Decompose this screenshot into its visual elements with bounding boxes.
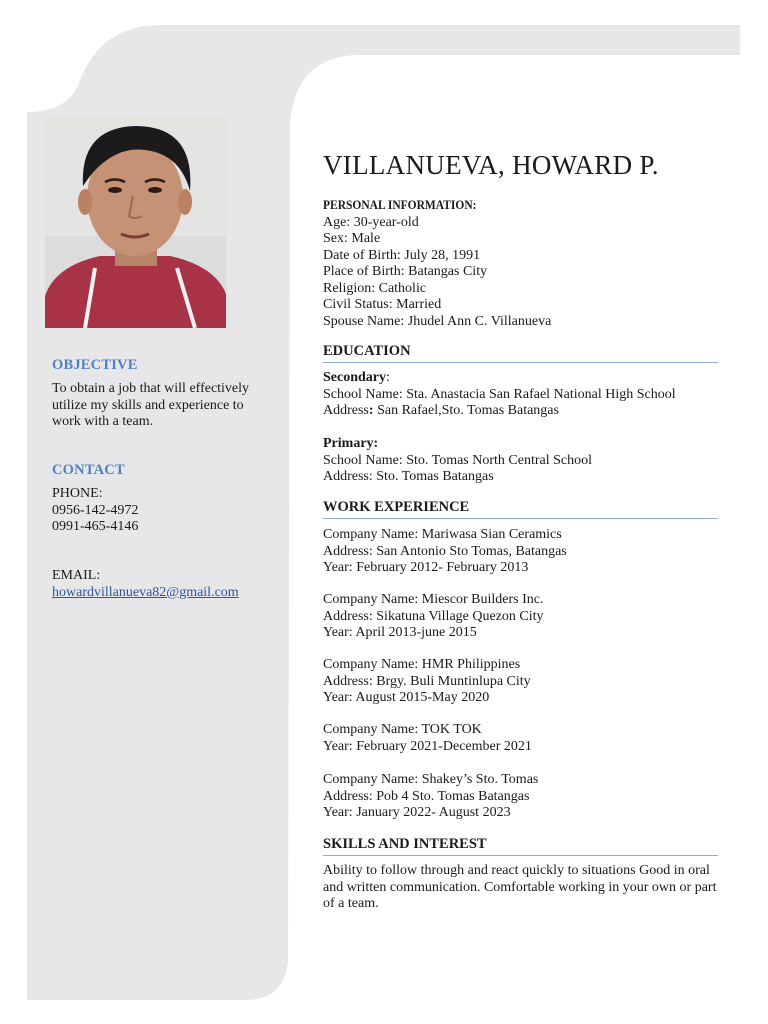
phone-label: PHONE: <box>52 486 103 501</box>
job-company: Company Name: TOK TOK <box>323 722 482 737</box>
work-job <box>323 722 718 755</box>
personal-line: Religion: Catholic <box>323 280 427 296</box>
work-job <box>323 527 718 577</box>
secondary-address-label: Address <box>323 403 369 418</box>
candidate-name: VILLANUEVA, HOWARD P. <box>323 150 659 180</box>
primary-label: Primary: <box>323 436 379 451</box>
primary-address: Address: Sto. Tomas Batangas <box>323 469 494 484</box>
contact-email <box>52 568 267 601</box>
job-address: Address: Brgy. Buli Muntinlupa City <box>323 673 531 689</box>
work-heading: WORK EXPERIENCE <box>323 499 718 519</box>
primary-school: School Name: Sto. Tomas North Central School <box>323 452 593 468</box>
email-link[interactable]: howardvillanueva82@gmail.com <box>52 584 239 600</box>
job-year: Year: April 2013-june 2015 <box>323 625 477 640</box>
work-job <box>323 592 718 642</box>
skills-heading: SKILLS AND INTEREST <box>323 836 718 856</box>
education-heading: EDUCATION <box>323 343 718 363</box>
job-company: Company Name: Miescor Builders Inc. <box>323 592 544 607</box>
personal-line: Sex: Male <box>323 231 381 246</box>
secondary-label: Secondary <box>323 370 386 385</box>
email-label: EMAIL: <box>52 568 101 583</box>
objective-line: To obtain a job that will effectively <box>52 381 250 396</box>
job-year: Year: February 2021-December 2021 <box>323 738 532 754</box>
job-year: Year: August 2015-May 2020 <box>323 690 490 705</box>
personal-info <box>323 197 718 330</box>
phone-number: 0956-142-4972 <box>52 502 139 518</box>
personal-line: Age: 30-year-old <box>323 214 419 230</box>
objective-line: work with a team. <box>52 414 154 430</box>
objective-line: utilize my skills and experience to <box>52 397 244 413</box>
job-year: Year: January 2022- August 2023 <box>323 805 511 820</box>
job-company: Company Name: Mariwasa Sian Ceramics <box>323 527 562 542</box>
job-address: Address: Pob 4 Sto. Tomas Batangas <box>323 788 530 804</box>
objective-text <box>52 381 267 431</box>
phone-number: 0991-465-4146 <box>52 519 139 535</box>
skills-line: and written communication. Comfortable working in your own or part <box>323 879 717 895</box>
education-secondary <box>323 370 718 420</box>
contact-phones <box>52 486 267 536</box>
personal-info-heading: PERSONAL INFORMATION: <box>323 198 477 212</box>
job-address: Address: Sikatuna Village Quezon City <box>323 608 544 624</box>
secondary-school: School Name: Sta. Anastacia San Rafael National High School <box>323 386 676 402</box>
personal-line: Date of Birth: July 28, 1991 <box>323 247 481 263</box>
skills-line: Ability to follow through and react quickly to situations Good in oral <box>323 863 710 878</box>
secondary-suffix: : <box>386 370 390 385</box>
job-company: Company Name: HMR Philippines <box>323 657 521 672</box>
personal-line: Civil Status: Married <box>323 297 442 312</box>
work-job <box>323 657 718 707</box>
personal-line: Place of Birth: Batangas City <box>323 264 488 279</box>
personal-line: Spouse Name: Jhudel Ann C. Villanueva <box>323 313 552 329</box>
skills-text <box>323 863 718 913</box>
skills-line: of a team. <box>323 896 379 911</box>
profile-photo <box>45 116 226 328</box>
secondary-address-colon: : <box>368 403 374 418</box>
job-year: Year: February 2012- February 2013 <box>323 560 529 575</box>
contact-heading: CONTACT <box>52 462 125 478</box>
person-photo-icon <box>45 116 226 328</box>
job-address: Address: San Antonio Sto Tomas, Batangas <box>323 543 567 559</box>
work-job <box>323 772 718 822</box>
objective-heading: OBJECTIVE <box>52 357 138 373</box>
education-primary <box>323 436 718 486</box>
job-company: Company Name: Shakey’s Sto. Tomas <box>323 772 539 787</box>
secondary-address: San Rafael,Sto. Tomas Batangas <box>373 403 559 418</box>
